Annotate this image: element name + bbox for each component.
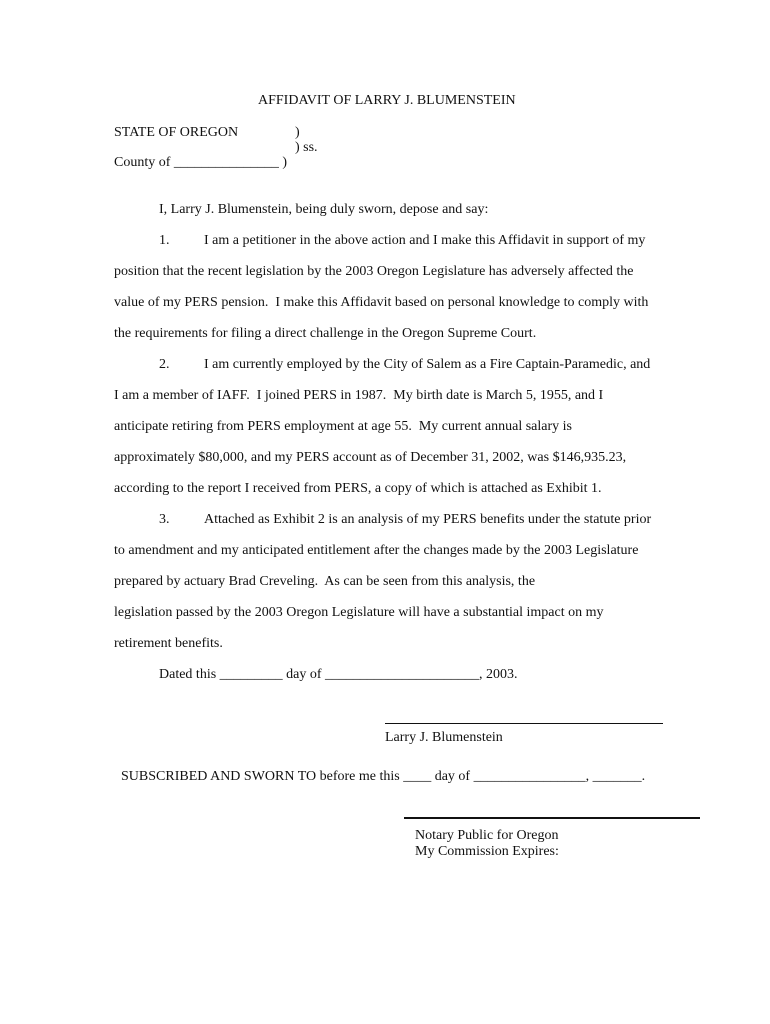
paragraph-1-line-3: value of my PERS pension. I make this Affidavit based on personal knowledge to comply with xyxy=(114,295,649,310)
paragraph-2-line-1: I am currently employed by the City of Salem as a Fire Captain-Paramedic, and xyxy=(204,357,651,372)
notary-signature-line xyxy=(404,817,700,819)
county-label: County of _______________ ) xyxy=(114,155,288,170)
state-label: STATE OF OREGON xyxy=(114,125,239,140)
document-title: AFFIDAVIT OF LARRY J. BLUMENSTEIN xyxy=(258,93,516,108)
paragraph-1-line-4: the requirements for filing a direct challenge in the Oregon Supreme Court. xyxy=(114,326,537,341)
paragraph-3-line-3: prepared by actuary Brad Creveling. As can be seen from this analysis, the xyxy=(114,574,536,589)
paragraph-3-line-5: retirement benefits. xyxy=(114,636,223,651)
signature-line xyxy=(385,723,663,724)
paragraph-3-line-1: Attached as Exhibit 2 is an analysis of my PERS benefits under the statute prior xyxy=(204,512,652,527)
paragraph-1-line-2: position that the recent legislation by the 2003 Oregon Legislature has adversely affected the xyxy=(114,264,634,279)
paragraph-3-line-2: to amendment and my anticipated entitlement after the changes made by the 2003 Legislature xyxy=(114,543,639,558)
dated-line: Dated this _________ day of ______________________, 2003. xyxy=(159,667,518,682)
caption-paren-ss: ) ss. xyxy=(295,140,318,155)
paragraph-3-number: 3. xyxy=(159,512,170,527)
paragraph-2-number: 2. xyxy=(159,357,170,372)
paragraph-3-line-4: legislation passed by the 2003 Oregon Legislature will have a substantial impact on my xyxy=(114,605,604,620)
paragraph-2-line-5: according to the report I received from PERS, a copy of which is attached as Exhibit 1. xyxy=(114,481,602,496)
caption-paren-1: ) xyxy=(295,125,300,140)
sworn-statement: SUBSCRIBED AND SWORN TO before me this ____ day of ________________, _______. xyxy=(121,769,646,784)
paragraph-2-line-3: anticipate retiring from PERS employment at age 55. My current annual salary is xyxy=(114,419,572,434)
signature-name: Larry J. Blumenstein xyxy=(385,730,503,745)
intro-statement: I, Larry J. Blumenstein, being duly sworn, depose and say: xyxy=(159,202,489,217)
paragraph-1-line-1: I am a petitioner in the above action and I make this Affidavit in support of my xyxy=(204,233,646,248)
paragraph-2-line-4: approximately $80,000, and my PERS account as of December 31, 2002, was $146,935.23, xyxy=(114,450,627,465)
notary-title: Notary Public for Oregon xyxy=(415,828,559,843)
paragraph-2-line-2: I am a member of IAFF. I joined PERS in 1987. My birth date is March 5, 1955, and I xyxy=(114,388,604,403)
paragraph-1-number: 1. xyxy=(159,233,170,248)
commission-expires: My Commission Expires: xyxy=(415,844,559,859)
